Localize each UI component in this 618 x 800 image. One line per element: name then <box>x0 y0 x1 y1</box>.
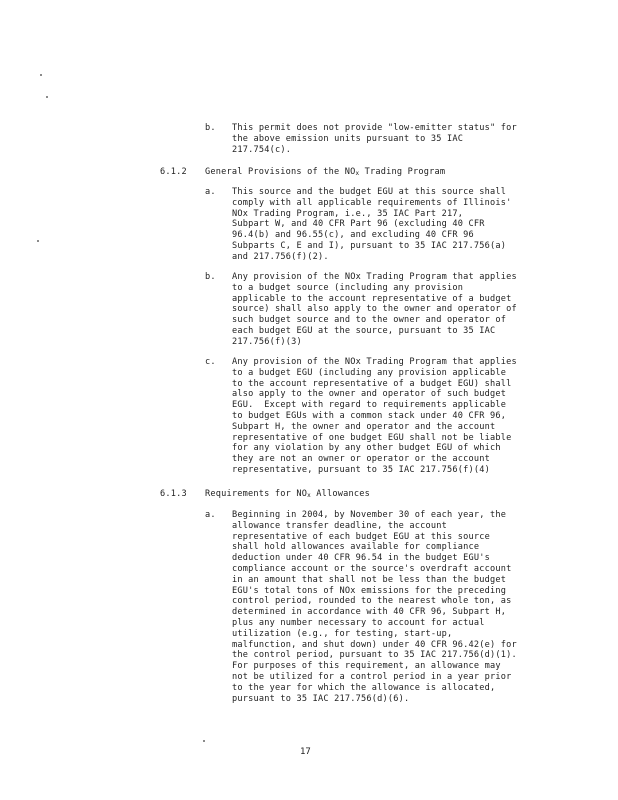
text-line: Subpart H, the owner and operator and the account <box>232 421 496 432</box>
section-heading: Requirements for NOx Allowances <box>205 489 371 499</box>
text-line: Beginning in 2004, by November 30 of each year, the <box>232 510 507 520</box>
text-line: not be utilized for a control period in a year prior <box>232 672 512 682</box>
text-line: plus any number necessary to account for actual <box>232 618 485 628</box>
text-line: in an amount that shall not be less than the budget <box>232 574 507 585</box>
text-line: to budget EGUs with a common stack under 40 CFR 96, <box>232 411 507 421</box>
section-number: 6.1.3 <box>160 489 187 499</box>
text-line: pursuant to 35 IAC 217.756(d)(6). <box>232 693 410 704</box>
text-line: This source and the budget EGU at this source shall <box>232 187 507 197</box>
text-line: to the account representative of a budget EGU) shall <box>232 378 512 389</box>
text-line: shall hold allowances available for compliance <box>232 542 480 553</box>
section-heading: General Provisions of the NOx Trading Program <box>205 167 446 177</box>
text-line: For purposes of this requirement, an allowance may <box>232 661 501 672</box>
text-line: Any provision of the NOx Trading Program that applies <box>232 357 517 367</box>
text-line: Any provision of the NOx Trading Program that applies <box>232 272 517 282</box>
text-line: such budget source and to the owner and operator of <box>232 315 507 326</box>
item-letter: a. <box>205 187 216 197</box>
text-line: compliance account or the source's overdraft account <box>232 564 512 574</box>
text-line: Subparts C, E and I), pursuant to 35 IAC 217.756(a) <box>232 241 507 251</box>
scan-speck <box>203 740 205 742</box>
item-letter: b. <box>205 123 216 133</box>
text-line: each budget EGU at the source, pursuant to 35 IAC <box>232 326 496 336</box>
text-line: also apply to the owner and operator of such budget <box>232 389 507 400</box>
text-line: control period, rounded to the nearest whole ton, as <box>232 596 512 607</box>
text-line: comply with all applicable requirements of Illinois' <box>232 197 512 208</box>
text-line: applicable to the account representative of a budget <box>232 293 512 304</box>
text-line: to the year for which the allowance is allocated, <box>232 682 496 693</box>
text-line: source) shall also apply to the owner and operator of <box>232 304 517 315</box>
text-line: representative of each budget EGU at this source <box>232 531 490 542</box>
text-line: utilization (e.g., for testing, start-up, <box>232 628 453 639</box>
text-line: 217.754(c). <box>232 144 292 155</box>
text-line: allowance transfer deadline, the account <box>232 520 447 531</box>
text-line: EGU's total tons of NOx emissions for the preceding <box>232 585 507 596</box>
text-line: representative of one budget EGU shall not be liable <box>232 432 512 443</box>
text-line: the above emission units pursuant to 35 IAC <box>232 133 464 144</box>
text-line: and 217.756(f)(2). <box>232 251 329 262</box>
text-line: to a budget source (including any provision <box>232 282 464 293</box>
scan-speck <box>37 240 39 242</box>
section-number: 6.1.2 <box>160 167 187 177</box>
item-letter: b. <box>205 272 216 282</box>
text-line: NOx Trading Program, i.e., 35 IAC Part 217, <box>232 208 464 219</box>
text-line: This permit does not provide "low-emitter status" for <box>232 123 517 133</box>
item-letter: a. <box>205 510 216 520</box>
text-line: EGU. Except with regard to requirements applicable <box>232 400 507 411</box>
text-line: to a budget EGU (including any provision applicable <box>232 367 507 378</box>
text-line: 217.756(f)(3) <box>232 336 302 347</box>
scan-speck <box>46 96 48 98</box>
item-letter: c. <box>205 357 216 367</box>
page-number: 17 <box>300 747 311 757</box>
text-line: 96.4(b) and 96.55(c), and excluding 40 CFR 96 <box>232 230 474 241</box>
text-line: they are not an owner or operator or the account <box>232 454 490 465</box>
text-line: representative, pursuant to 35 IAC 217.756(f)(4) <box>232 465 490 475</box>
text-line: Subpart W, and 40 CFR Part 96 (excluding 40 CFR <box>232 219 485 230</box>
scan-speck <box>40 74 42 76</box>
text-line: the control period, pursuant to 35 IAC 217.756(d)(1). <box>232 650 517 661</box>
text-line: malfunction, and shut down) under 40 CFR 96.42(e) for <box>232 639 517 650</box>
text-line: determined in accordance with 40 CFR 96, Subpart H, <box>232 607 507 618</box>
text-line: for any violation by any other budget EGU of which <box>232 443 501 454</box>
text-line: deduction under 40 CFR 96.54 in the budget EGU's <box>232 553 490 564</box>
